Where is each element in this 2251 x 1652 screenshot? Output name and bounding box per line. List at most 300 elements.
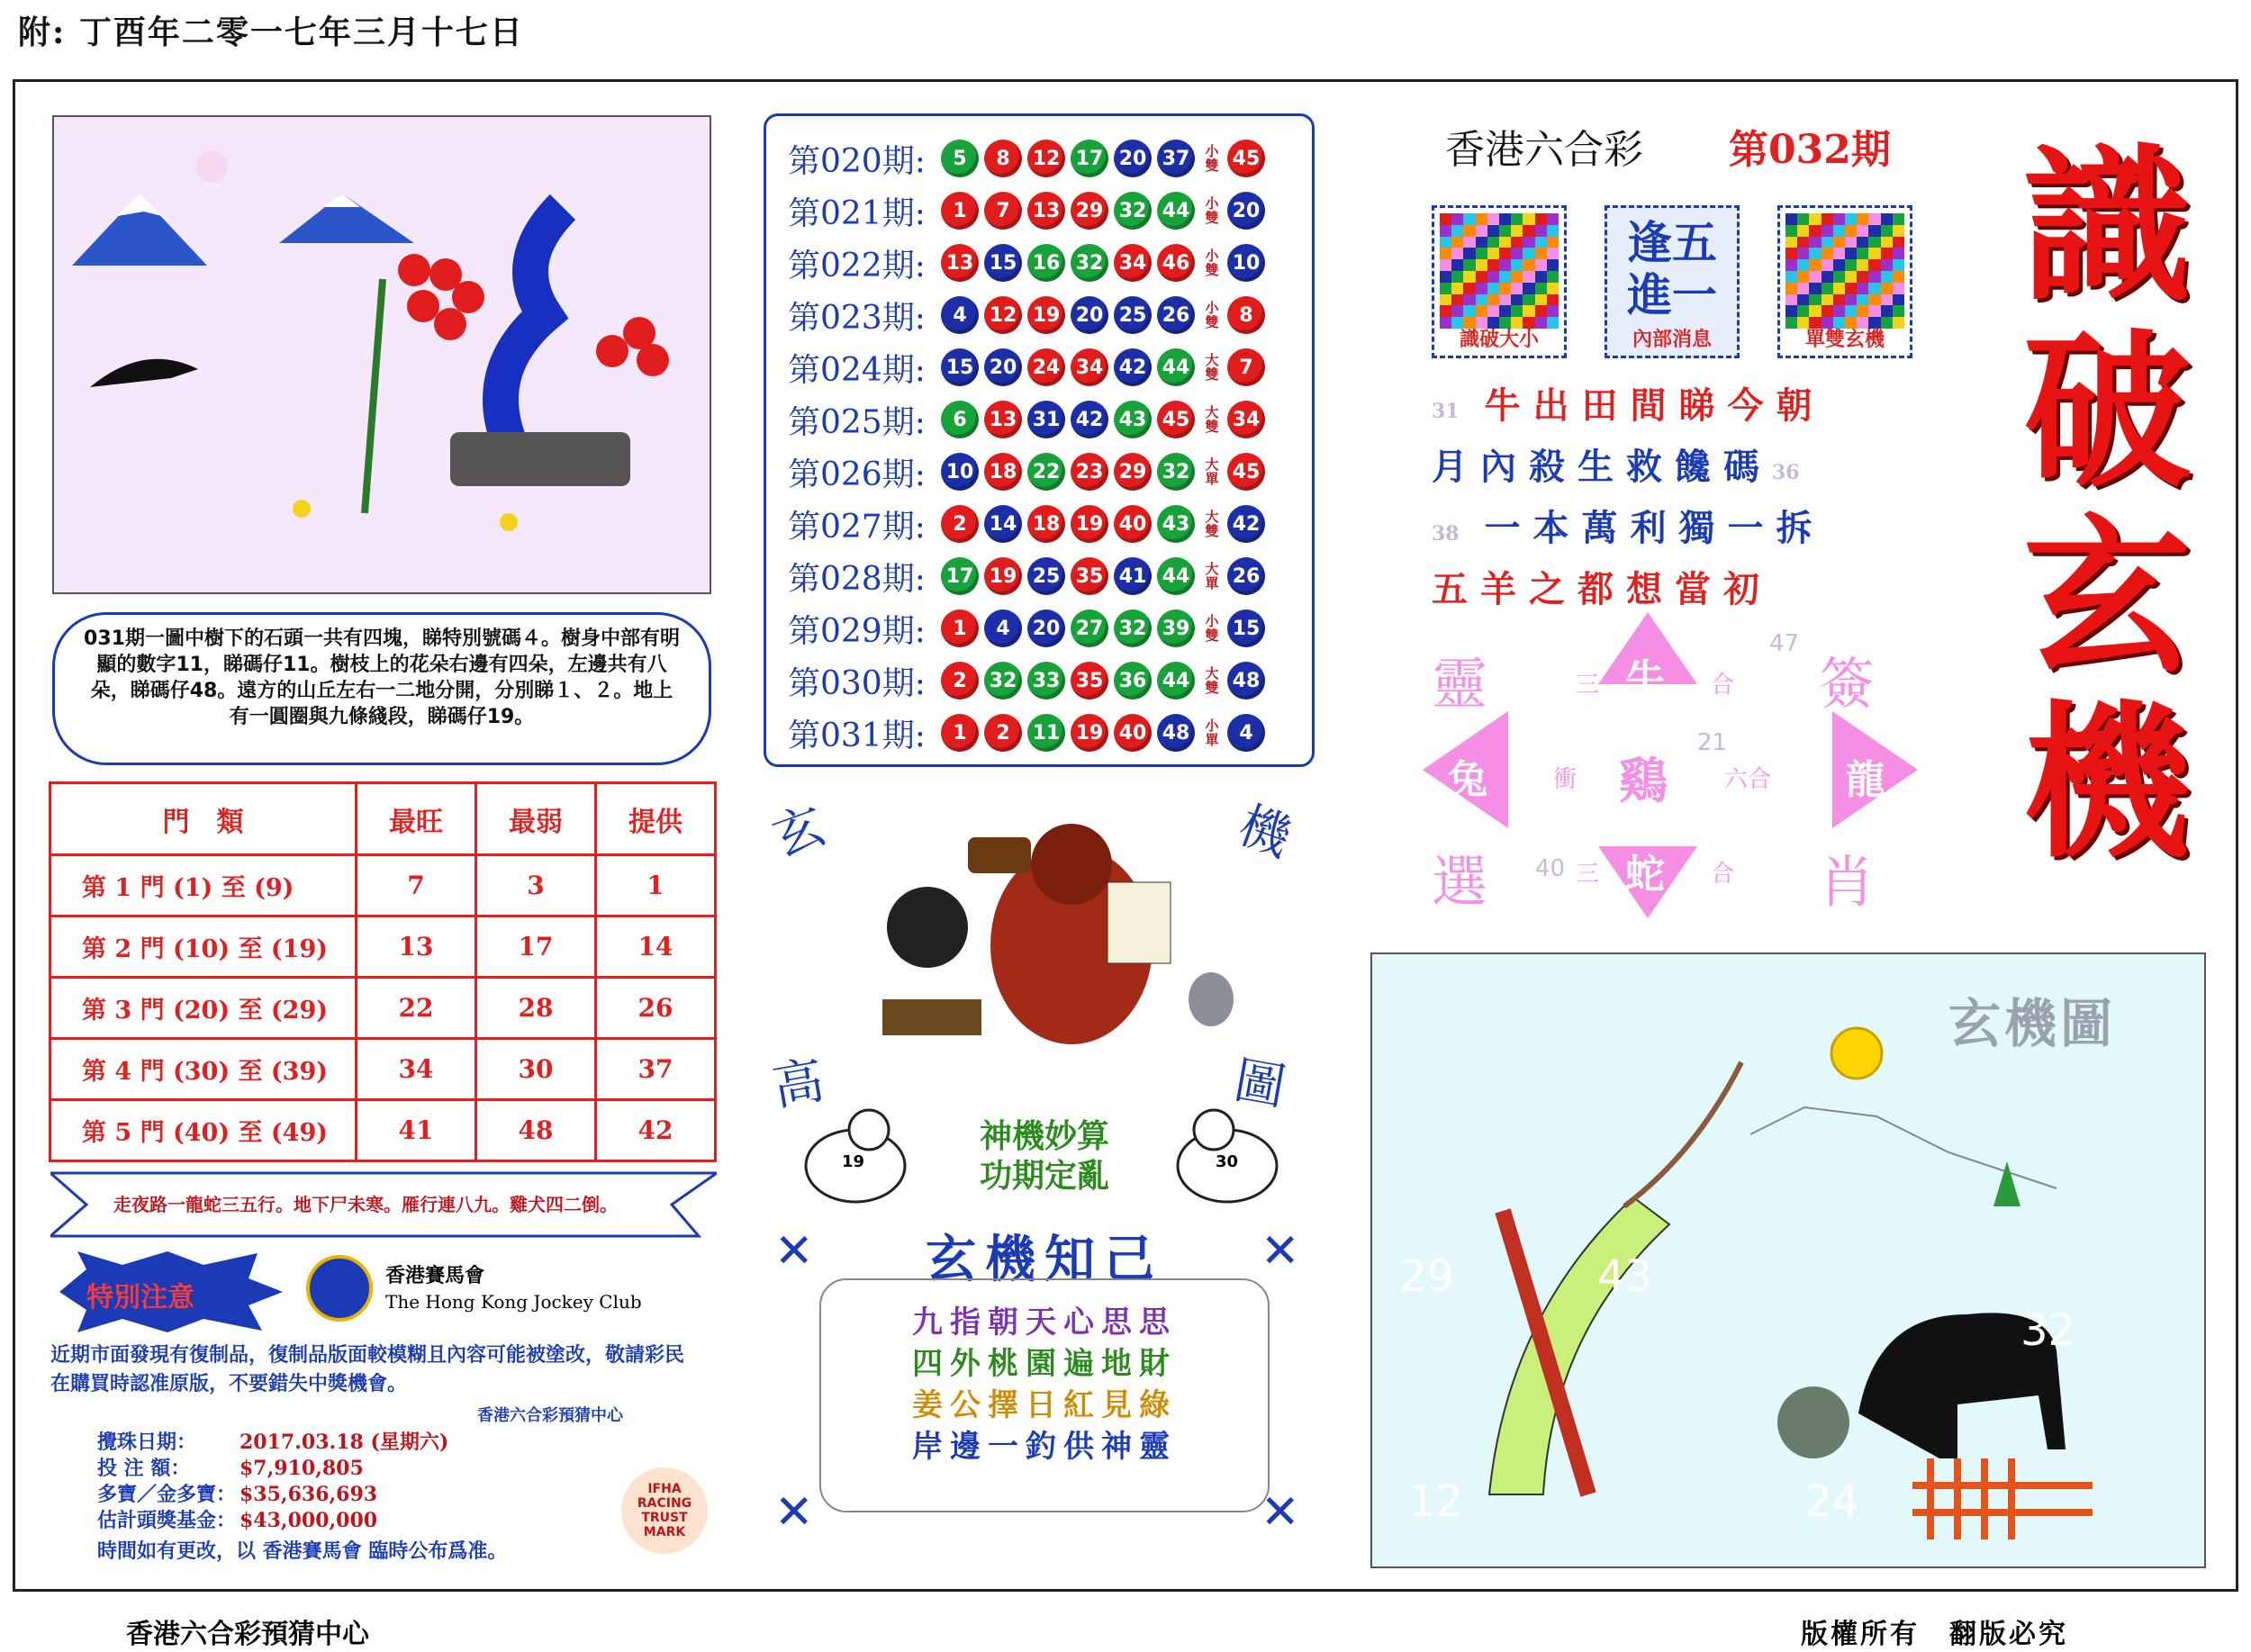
mosaic-cell <box>1523 237 1534 248</box>
compass-char: 肖 <box>1819 849 1876 915</box>
gate-min: 17 <box>476 916 596 978</box>
mosaic-cell <box>1845 259 1857 271</box>
number-ball: 12 <box>984 296 1022 334</box>
mosaic-cell <box>1809 294 1821 306</box>
mosaic-cell <box>1893 294 1904 306</box>
result-row <box>788 446 1312 498</box>
mosaic-cell <box>1499 213 1511 225</box>
mosaic-cell <box>1857 248 1868 259</box>
compass-char: 牛 <box>1625 656 1665 702</box>
mosaic-cell <box>1535 248 1547 259</box>
mosaic-cell <box>1451 213 1463 225</box>
mosaic-cell <box>1476 259 1487 271</box>
result-row <box>788 654 1312 707</box>
mosaic-cell <box>1822 294 1833 306</box>
mosaic-cell <box>1511 271 1523 283</box>
mosaic-cell <box>1881 283 1893 294</box>
mosaic-cell <box>1487 213 1499 225</box>
mosaic-cell <box>1785 294 1797 306</box>
number-ball: 1 <box>941 192 979 230</box>
mosaic-cell <box>1809 271 1821 283</box>
gate-max: 7 <box>357 855 476 916</box>
qbox-mid-line: 進一 <box>1627 269 1717 321</box>
number-ball: 12 <box>1027 140 1065 177</box>
mosaic-cell <box>1868 259 1880 271</box>
compass-char: 兔 <box>1448 757 1487 803</box>
qbox-size <box>1432 205 1567 358</box>
mosaic-cell <box>1833 213 1845 225</box>
special-ball: 42 <box>1227 505 1265 543</box>
mosaic-cell <box>1822 259 1833 271</box>
mosaic-cell <box>1857 213 1868 225</box>
mosaic-cell <box>1499 259 1511 271</box>
number-ball: 48 <box>1157 714 1195 752</box>
gate-max: 22 <box>357 978 476 1039</box>
gate-name: 第 4 門 (30) 至 (39) <box>50 1039 357 1100</box>
compass-char: 龍 <box>1846 757 1885 803</box>
mosaic-cell <box>1523 283 1534 294</box>
mosaic-cell <box>1893 283 1904 294</box>
number-ball: 16 <box>1027 244 1065 282</box>
mosaic-cell <box>1451 305 1463 317</box>
picture-number: 24 <box>1804 1476 1860 1527</box>
result-issue: 第029期: <box>788 612 926 650</box>
table-row <box>50 1039 716 1100</box>
mosaic-cell <box>1463 305 1475 317</box>
mosaic-cell <box>1868 237 1880 248</box>
mosaic-cell <box>1487 305 1499 317</box>
mosaic-cell <box>1809 225 1821 237</box>
draw-info-row <box>97 1508 448 1534</box>
shenji-line: 功期定亂 <box>979 1157 1109 1195</box>
result-issue: 第030期: <box>788 664 926 702</box>
mosaic-cell <box>1511 213 1523 225</box>
shenji-text <box>945 1116 1144 1196</box>
notice-badge <box>50 1251 285 1332</box>
mosaic-cell <box>1523 248 1534 259</box>
mosaic-cell <box>1451 248 1463 259</box>
mosaic-cell <box>1487 294 1499 306</box>
mosaic-cell <box>1476 213 1487 225</box>
compass-char: 簽 <box>1819 651 1876 717</box>
mosaic-cell <box>1451 259 1463 271</box>
zhiji-title: 玄機知己 <box>926 1230 1163 1289</box>
mosaic-cell <box>1809 305 1821 317</box>
compass-num: 47 <box>1769 630 1800 657</box>
qbox-label: 內部消息 <box>1632 329 1712 351</box>
shenji-line: 神機妙算 <box>979 1117 1109 1155</box>
qbox-mid-line: 逢五 <box>1627 217 1717 269</box>
corner-char: 機 <box>1231 796 1298 869</box>
mosaic-cell <box>1547 213 1559 225</box>
result-tag: 小雙 <box>1205 195 1219 226</box>
number-ball: 39 <box>1157 609 1195 647</box>
gate-max: 34 <box>357 1039 476 1100</box>
number-ball: 29 <box>1071 192 1108 230</box>
mosaic-cell <box>1463 259 1475 271</box>
mosaic-cell <box>1881 294 1893 306</box>
mosaic-cell <box>1463 248 1475 259</box>
number-ball: 19 <box>984 557 1022 595</box>
mosaic-cell <box>1857 259 1868 271</box>
mosaic-cell <box>1487 259 1499 271</box>
mosaic-cell <box>1833 294 1845 306</box>
poem-line <box>1432 378 1936 439</box>
mosaic-cell <box>1857 305 1868 317</box>
mosaic-cell <box>1845 237 1857 248</box>
mosaic-cell <box>1797 294 1809 306</box>
number-ball: 15 <box>941 348 979 386</box>
mosaic-cell <box>1845 294 1857 306</box>
gates-header: 最旺 <box>357 783 476 855</box>
notice-text: 近期市面發現有復制品，復制品版面較模糊且內容可能被塗改，敬請彩民在購買時認准原版，不要錯失中獎機會。 <box>50 1344 685 1395</box>
number-ball: 37 <box>1157 140 1195 177</box>
mosaic-cell <box>1463 271 1475 283</box>
mosaic-cell <box>1833 271 1845 283</box>
mosaic-cell <box>1499 248 1511 259</box>
compass-char: 靈 <box>1432 651 1488 717</box>
corner-char: 圖 <box>1230 1051 1290 1118</box>
number-ball: 5 <box>941 140 979 177</box>
mosaic-cell <box>1511 283 1523 294</box>
number-ball: 43 <box>1114 401 1152 438</box>
compass-chong: 衝 <box>1553 766 1578 793</box>
number-ball: 11 <box>1027 714 1065 752</box>
mosaic-cell <box>1785 305 1797 317</box>
poem-line <box>1432 562 1936 618</box>
mosaic-cell <box>1535 225 1547 237</box>
draw-value: $35,636,693 <box>240 1483 378 1506</box>
number-ball: 35 <box>1071 557 1108 595</box>
number-ball: 19 <box>1027 296 1065 334</box>
result-row <box>788 289 1312 341</box>
mosaic-cell <box>1845 213 1857 225</box>
poem-num: 31 <box>1432 400 1460 423</box>
number-ball: 42 <box>1071 401 1108 438</box>
number-ball: 4 <box>984 609 1022 647</box>
scroll-line: 姜公擇日紅見綠 <box>912 1387 1177 1423</box>
number-ball: 25 <box>1114 296 1152 334</box>
monkey-scene <box>864 792 1243 1062</box>
number-ball: 13 <box>1027 192 1065 230</box>
mosaic-cell <box>1833 283 1845 294</box>
big-title-char: 破 <box>2022 312 2191 510</box>
compass-he: 合 <box>1711 672 1735 699</box>
monkey-illustration <box>864 792 1243 1062</box>
special-ball: 48 <box>1227 662 1265 700</box>
number-ball: 14 <box>984 505 1022 543</box>
gate-max: 13 <box>357 916 476 978</box>
picture-number: 32 <box>2020 1305 2076 1356</box>
big-title-char: 玄 <box>2022 498 2191 695</box>
gate-offer: 26 <box>596 978 716 1039</box>
mosaic-cell <box>1893 237 1904 248</box>
mosaic-cell <box>1523 271 1534 283</box>
mosaic-cell <box>1822 271 1833 283</box>
result-issue: 第031期: <box>788 717 926 754</box>
mosaic-cell <box>1476 305 1487 317</box>
mosaic-cell <box>1785 283 1797 294</box>
qbox-mid-text <box>1613 217 1731 321</box>
mosaic-cell <box>1440 259 1451 271</box>
date-line: 附: 丁酉年二零一七年三月十七日 <box>18 14 524 51</box>
qbox-inside <box>1605 205 1740 358</box>
mosaic-cell <box>1893 271 1904 283</box>
result-issue: 第027期: <box>788 508 926 546</box>
zodiac-compass <box>1423 612 1927 918</box>
result-tag: 大單 <box>1205 456 1219 487</box>
mosaic-cell <box>1857 283 1868 294</box>
mosaic-cell <box>1547 248 1559 259</box>
mosaic-cell <box>1833 305 1845 317</box>
number-ball: 18 <box>984 453 1022 491</box>
number-ball: 44 <box>1157 192 1195 230</box>
mosaic-cell <box>1535 237 1547 248</box>
scroll-line: 岸邊一釣供神靈 <box>912 1429 1177 1465</box>
result-issue: 第021期: <box>788 194 926 232</box>
gates-header-row <box>50 783 716 855</box>
mosaic-cell <box>1476 294 1487 306</box>
number-ball: 32 <box>1157 453 1195 491</box>
result-tag: 大雙 <box>1205 404 1219 435</box>
number-ball: 7 <box>984 192 1022 230</box>
number-ball: 46 <box>1157 244 1195 282</box>
number-ball: 35 <box>1071 662 1108 700</box>
bird-icon: ✕ <box>774 1224 814 1278</box>
result-issue: 第020期: <box>788 142 926 180</box>
results-panel <box>764 113 1315 767</box>
mosaic-cell <box>1893 259 1904 271</box>
mosaic-cell <box>1785 237 1797 248</box>
mosaic-cell <box>1868 283 1880 294</box>
poem-line <box>1432 501 1936 562</box>
chick-right <box>1169 1107 1286 1206</box>
ifha-logo <box>621 1467 711 1557</box>
gate-name: 第 5 門 (40) 至 (49) <box>50 1100 357 1161</box>
result-issue: 第024期: <box>788 351 926 389</box>
poem-block <box>1432 378 1936 618</box>
special-ball: 7 <box>1227 348 1265 386</box>
gate-min: 30 <box>476 1039 596 1100</box>
notice-signature: 香港六合彩預猜中心 <box>477 1406 623 1425</box>
mosaic-cell <box>1547 305 1559 317</box>
gate-offer: 14 <box>596 916 716 978</box>
mosaic-cell <box>1833 237 1845 248</box>
picture-number: 43 <box>1597 1251 1653 1302</box>
mosaic-cell <box>1881 225 1893 237</box>
mosaic-cell <box>1463 283 1475 294</box>
mosaic-cell <box>1487 271 1499 283</box>
number-ball: 40 <box>1114 714 1152 752</box>
mosaic-cell <box>1881 248 1893 259</box>
mosaic-cell <box>1451 225 1463 237</box>
bird-icon: ✕ <box>1261 1224 1300 1278</box>
number-ball: 17 <box>941 557 979 595</box>
draw-value: $7,910,805 <box>240 1457 364 1480</box>
result-issue: 第022期: <box>788 247 926 284</box>
xuanji-picture <box>1370 952 2206 1568</box>
mosaic-cell <box>1440 248 1451 259</box>
mosaic-cell <box>1881 305 1893 317</box>
jockey-club-logo <box>306 1251 684 1332</box>
mosaic-cell <box>1511 294 1523 306</box>
number-ball: 36 <box>1114 662 1152 700</box>
mosaic-cell <box>1845 248 1857 259</box>
riddle-picture <box>52 115 711 594</box>
compass-char: 蛇 <box>1625 852 1665 898</box>
number-ball: 20 <box>1114 140 1152 177</box>
mosaic-cell <box>1476 237 1487 248</box>
mosaic-cell <box>1487 248 1499 259</box>
mosaic-cell <box>1785 248 1797 259</box>
mosaic-cell <box>1868 271 1880 283</box>
qbox-label: 識破大小 <box>1459 329 1539 351</box>
mosaic-cell <box>1893 225 1904 237</box>
riddle-illustration <box>54 117 711 594</box>
jockey-name-cn: 香港賽馬會 <box>385 1265 485 1287</box>
mosaic-cell <box>1868 248 1880 259</box>
number-ball: 32 <box>1114 609 1152 647</box>
result-row <box>788 237 1312 289</box>
mosaic-cell <box>1833 248 1845 259</box>
mosaic-cell <box>1499 225 1511 237</box>
result-tag: 小雙 <box>1205 613 1219 644</box>
mosaic-cell <box>1535 294 1547 306</box>
number-ball: 32 <box>1114 192 1152 230</box>
mosaic-cell <box>1451 283 1463 294</box>
number-ball: 44 <box>1157 348 1195 386</box>
mosaic-cell <box>1511 225 1523 237</box>
result-issue: 第026期: <box>788 456 926 493</box>
mosaic-cell <box>1822 237 1833 248</box>
result-tag: 小雙 <box>1205 300 1219 330</box>
poem-text: 一本萬利獨一拆 <box>1484 507 1825 549</box>
corner-char: 玄 <box>765 796 833 869</box>
mosaic-cell <box>1535 259 1547 271</box>
mosaic-cell <box>1499 283 1511 294</box>
compass-san: 三 <box>1576 861 1600 888</box>
number-ball: 33 <box>1027 662 1065 700</box>
mosaic-cell <box>1797 237 1809 248</box>
result-row <box>788 550 1312 602</box>
compass-san: 三 <box>1576 672 1600 699</box>
compass-char: 選 <box>1432 849 1488 915</box>
draw-value: 2017.03.18 (星期六) <box>240 1431 449 1454</box>
jockey-name-en: The Hong Kong Jockey Club <box>385 1291 642 1313</box>
poem-scroll <box>819 1278 1270 1512</box>
mosaic-cell <box>1523 213 1534 225</box>
special-ball: 26 <box>1227 557 1265 595</box>
mosaic-cell <box>1463 225 1475 237</box>
number-ball: 44 <box>1157 662 1195 700</box>
number-ball: 2 <box>941 662 979 700</box>
draw-value: $43,000,000 <box>240 1509 378 1532</box>
result-issue: 第023期: <box>788 299 926 337</box>
mosaic-cell <box>1857 294 1868 306</box>
poem-num: 38 <box>1432 522 1460 546</box>
mosaic-grid <box>1440 213 1559 329</box>
mosaic-cell <box>1822 213 1833 225</box>
mosaic-cell <box>1499 294 1511 306</box>
picture-number: 29 <box>1399 1251 1455 1302</box>
mosaic-cell <box>1476 225 1487 237</box>
mosaic-cell <box>1881 259 1893 271</box>
clue-box: 031期一圖中樹下的石頭一共有四塊，睇特別號碼４。樹身中部有明顯的數字11，睇碼仔11。樹枝上的花朵右邊有四朵，左邊共有八朵，睇碼仔48。遠方的山丘左右一二地分開，分別睇１、２。地上有一圓圈與九條綫段，睇碼仔19。 <box>52 612 711 765</box>
mosaic-cell <box>1785 225 1797 237</box>
result-row <box>788 185 1312 237</box>
mosaic-cell <box>1857 237 1868 248</box>
mosaic-cell <box>1822 225 1833 237</box>
chick-number: 30 <box>1216 1152 1239 1171</box>
mosaic-cell <box>1547 294 1559 306</box>
gates-header: 提供 <box>596 783 716 855</box>
result-tag: 大雙 <box>1205 665 1219 696</box>
mosaic-cell <box>1797 213 1809 225</box>
mosaic-cell <box>1511 237 1523 248</box>
mosaic-cell <box>1845 225 1857 237</box>
mosaic-cell <box>1499 237 1511 248</box>
mosaic-cell <box>1822 248 1833 259</box>
mosaic-cell <box>1893 213 1904 225</box>
result-tag: 大單 <box>1205 561 1219 591</box>
mosaic-cell <box>1535 271 1547 283</box>
number-ball: 4 <box>941 296 979 334</box>
scroll-line: 九指朝天心思思 <box>912 1304 1177 1341</box>
bird-icon: ✕ <box>774 1485 814 1539</box>
number-ball: 22 <box>1027 453 1065 491</box>
hk-title: 香港六合彩 <box>1445 127 1643 173</box>
mosaic-cell <box>1511 259 1523 271</box>
mosaic-cell <box>1535 213 1547 225</box>
number-ball: 10 <box>941 453 979 491</box>
number-ball: 32 <box>1071 244 1108 282</box>
mosaic-cell <box>1487 225 1499 237</box>
mosaic-cell <box>1440 305 1451 317</box>
number-ball: 34 <box>1114 244 1152 282</box>
mosaic-cell <box>1833 225 1845 237</box>
gate-name: 第 3 門 (20) 至 (29) <box>50 978 357 1039</box>
mosaic-cell <box>1845 271 1857 283</box>
mosaic-cell <box>1547 237 1559 248</box>
mosaic-cell <box>1868 213 1880 225</box>
mosaic-cell <box>1547 271 1559 283</box>
big-title-char: 機 <box>2022 683 2191 880</box>
number-ball: 31 <box>1027 401 1065 438</box>
draw-footnote: 時間如有更改，以 香港賽馬會 臨時公布爲准。 <box>97 1540 508 1563</box>
mosaic-cell <box>1857 271 1868 283</box>
result-row <box>788 132 1312 185</box>
mosaic-cell <box>1547 259 1559 271</box>
mosaic-cell <box>1440 283 1451 294</box>
mosaic-cell <box>1868 305 1880 317</box>
table-row <box>50 978 716 1039</box>
poem-text: 月內殺生救饞碼 <box>1432 446 1772 488</box>
table-row <box>50 855 716 916</box>
special-ball: 45 <box>1227 140 1265 177</box>
number-ball: 18 <box>1027 505 1065 543</box>
mosaic-cell <box>1523 305 1534 317</box>
gate-name: 第 1 門 (1) 至 (9) <box>50 855 357 916</box>
number-ball: 43 <box>1157 505 1195 543</box>
special-ball: 45 <box>1227 453 1265 491</box>
big-title-char: 識 <box>2022 127 2191 324</box>
mosaic-cell <box>1476 248 1487 259</box>
number-ball: 20 <box>984 348 1022 386</box>
mosaic-cell <box>1822 305 1833 317</box>
mosaic-cell <box>1499 271 1511 283</box>
mosaic-cell <box>1893 305 1904 317</box>
number-ball: 20 <box>1071 296 1108 334</box>
